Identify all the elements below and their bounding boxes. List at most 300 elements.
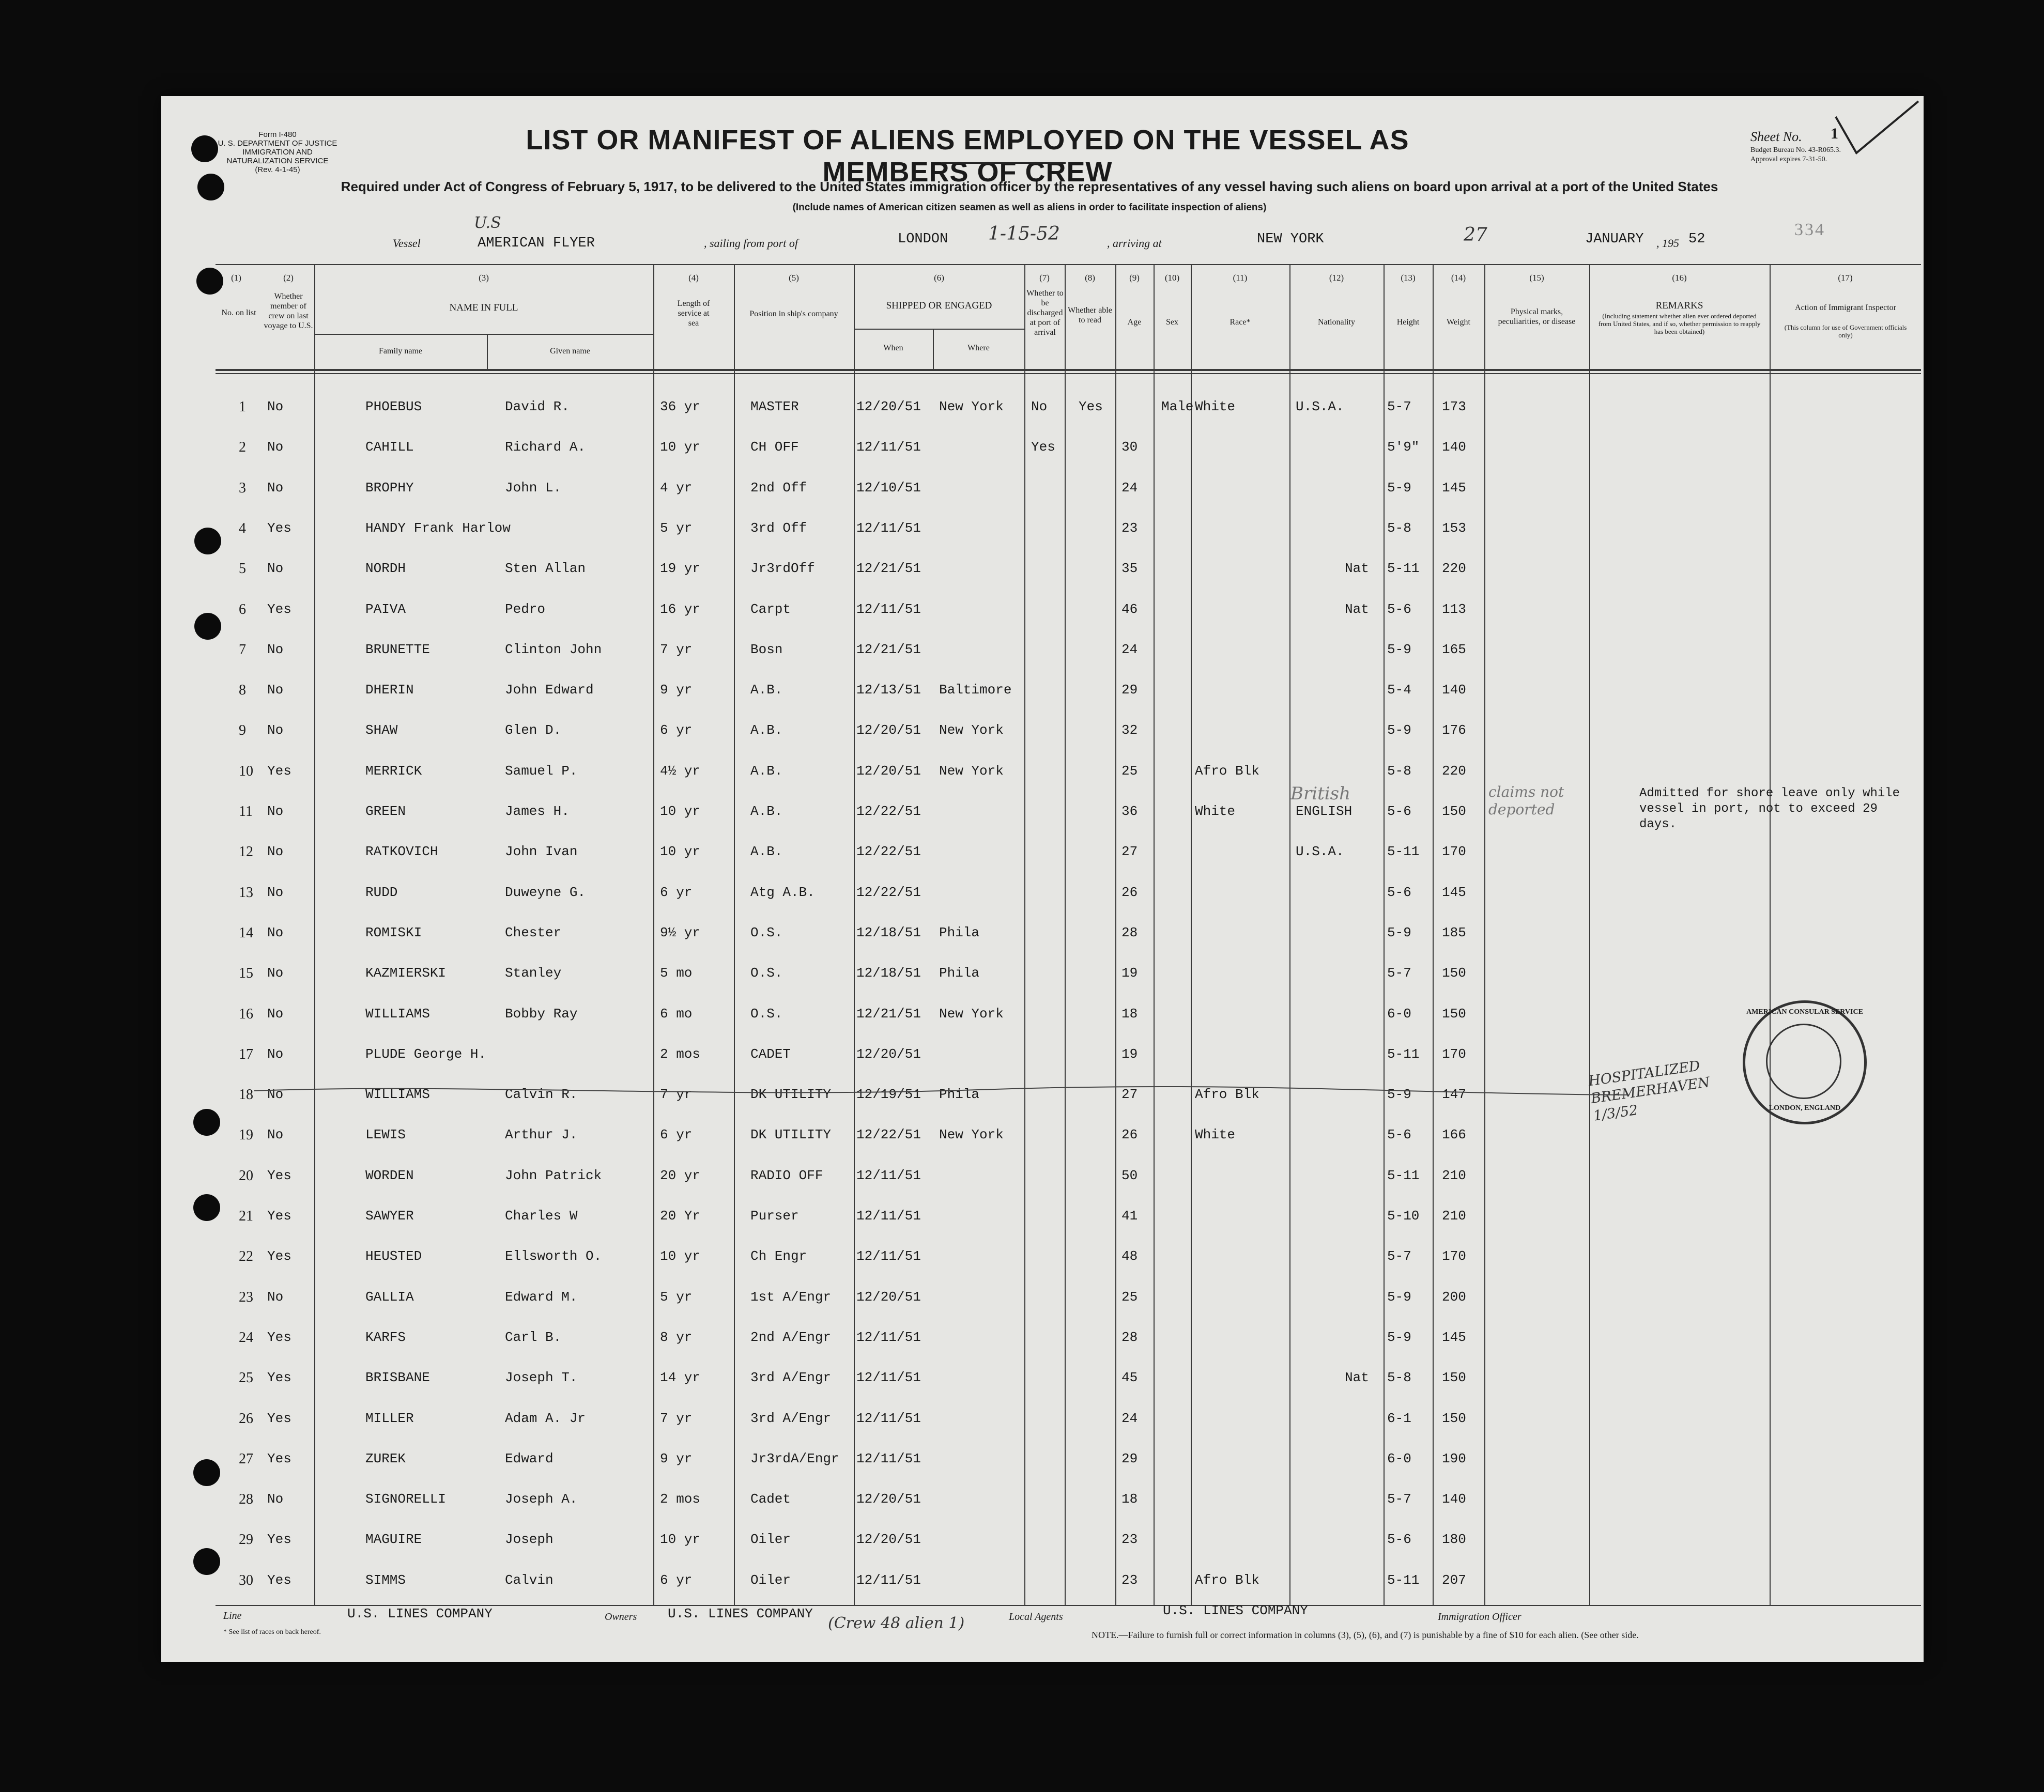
col-num-14: (14) — [1451, 273, 1466, 283]
height-cell: 5-11 — [1387, 844, 1420, 860]
row-number: 1 — [239, 399, 246, 415]
age-cell: 30 — [1121, 439, 1138, 455]
age-cell: 18 — [1121, 1491, 1138, 1507]
height-cell: 5-9 — [1387, 1087, 1411, 1103]
weight-cell: 170 — [1442, 1046, 1466, 1062]
height-cell: 5-8 — [1387, 763, 1411, 779]
race-cell: White — [1195, 1127, 1236, 1143]
age-cell: 36 — [1121, 804, 1138, 819]
shipped-where-cell: Phila — [939, 924, 980, 940]
height-cell: 6-1 — [1387, 1410, 1411, 1426]
col-header-name-in-full: NAME IN FULL — [449, 302, 518, 313]
last-voyage-cell: No — [267, 722, 284, 738]
last-voyage-cell: Yes — [267, 601, 291, 617]
col-header-age: Age — [1127, 318, 1142, 327]
last-voyage-cell: No — [267, 480, 284, 496]
given-name-cell: Samuel P. — [505, 763, 578, 779]
race-cell: Afro Blk — [1195, 1087, 1259, 1103]
shipped-when-cell: 12/18/51 — [856, 965, 921, 981]
given-name-cell: Sten Allan — [505, 561, 586, 577]
row-number: 15 — [239, 965, 253, 982]
table-row — [161, 965, 1924, 1006]
shipped-when-cell: 12/20/51 — [856, 1491, 921, 1507]
shipped-when-cell: 12/11/51 — [856, 1572, 921, 1588]
given-name-cell: Bobby Ray — [505, 1006, 578, 1022]
last-voyage-cell: No — [267, 1491, 284, 1507]
age-cell: 23 — [1121, 1532, 1138, 1548]
service-length-cell: 7 yr — [660, 1410, 693, 1426]
age-cell: 25 — [1121, 763, 1138, 779]
col-header-position: Position in ship's company — [749, 310, 838, 318]
family-name-cell: PAIVA — [365, 601, 406, 617]
shipped-when-cell: 12/11/51 — [856, 439, 921, 455]
height-cell: 5-6 — [1387, 1532, 1411, 1548]
service-length-cell: 5 yr — [660, 1289, 693, 1305]
given-name-cell: Stanley — [505, 965, 562, 981]
row-number: 9 — [239, 722, 246, 739]
manifest-sheet — [161, 96, 1924, 1662]
last-voyage-cell: No — [267, 924, 284, 940]
shipped-where-cell: Phila — [939, 965, 980, 981]
position-cell: Oiler — [750, 1572, 791, 1588]
height-cell: 5-7 — [1387, 399, 1411, 414]
age-cell: 26 — [1121, 884, 1138, 900]
col-header-discharged: Whether to be discharged at port of arrival — [1026, 289, 1064, 337]
arrival-day: 27 — [1464, 224, 1487, 245]
family-name-cell: PLUDE George H. — [365, 1046, 487, 1062]
last-voyage-cell: No — [267, 804, 284, 819]
age-cell: 45 — [1121, 1370, 1138, 1386]
position-cell: A.B. — [750, 682, 783, 698]
age-cell: 29 — [1121, 682, 1138, 698]
shipped-when-cell: 12/11/51 — [856, 520, 921, 536]
race-cell: White — [1195, 804, 1236, 819]
col-num-4: (4) — [688, 273, 699, 283]
family-name-cell: WILLIAMS — [365, 1006, 430, 1022]
shipped-when-cell: 12/11/51 — [856, 1450, 921, 1466]
given-name-cell: Ellsworth O. — [505, 1248, 602, 1264]
table-row — [161, 1370, 1924, 1410]
weight-cell: 210 — [1442, 1208, 1466, 1224]
service-length-cell: 6 yr — [660, 722, 693, 738]
given-name-cell: Calvin — [505, 1572, 554, 1588]
penalty-note: NOTE.—Failure to furnish full or correct information in columns (3), (5), (6), and (7) is punishable by a fine of $10 for each alien. (See other side. — [1092, 1630, 1639, 1640]
family-name-cell: BROPHY — [365, 480, 414, 496]
age-cell: 35 — [1121, 561, 1138, 577]
service-length-cell: 16 yr — [660, 601, 701, 617]
age-cell: 27 — [1121, 1087, 1138, 1103]
table-header-rule-2 — [216, 373, 1921, 374]
position-cell: O.S. — [750, 924, 783, 940]
row-number: 11 — [239, 804, 253, 820]
table-row — [161, 682, 1924, 722]
position-cell: Oiler — [750, 1532, 791, 1548]
shipped-when-cell: 12/22/51 — [856, 844, 921, 860]
shipped-when-cell: 12/22/51 — [856, 1127, 921, 1143]
seal-bottom-text: LONDON, ENGLAND — [1769, 1104, 1841, 1112]
last-voyage-cell: Yes — [267, 1572, 291, 1588]
row-number: 18 — [239, 1087, 253, 1103]
age-cell: 24 — [1121, 641, 1138, 657]
arrival-month: JANUARY — [1585, 231, 1644, 247]
sailing-label: , sailing from port of — [704, 237, 798, 250]
table-row — [161, 399, 1924, 439]
weight-cell: 173 — [1442, 399, 1466, 414]
position-cell: Bosn — [750, 641, 783, 657]
position-cell: Jr3rdOff — [750, 561, 815, 577]
height-cell: 5-9 — [1387, 924, 1411, 940]
shipped-where-cell: Phila — [939, 1087, 980, 1103]
service-length-cell: 19 yr — [660, 561, 701, 577]
footer-owners-label: Owners — [605, 1611, 637, 1623]
family-name-cell: NORDH — [365, 561, 406, 577]
last-voyage-cell: No — [267, 1087, 284, 1103]
height-cell: 5-9 — [1387, 1289, 1411, 1305]
nationality-cell: Nat — [1345, 561, 1369, 577]
given-name-cell: Calvin R. — [505, 1087, 578, 1103]
budget-bureau: Budget Bureau No. 43-R065.3. — [1750, 146, 1841, 154]
last-voyage-cell: Yes — [267, 1370, 291, 1386]
service-length-cell: 20 Yr — [660, 1208, 701, 1224]
col-header-weight: Weight — [1447, 318, 1470, 327]
nationality-cell: Nat — [1345, 1370, 1369, 1386]
shipped-when-cell: 12/11/51 — [856, 1248, 921, 1264]
family-name-cell: RATKOVICH — [365, 844, 438, 860]
height-cell: 5'9" — [1387, 439, 1420, 455]
year-suffix: 52 — [1688, 231, 1705, 247]
col-header-remarks-sub: (Including statement whether alien ever ordered deported from United States, and if so, whether permission to reapply has been obtained) — [1598, 312, 1761, 335]
last-voyage-cell: Yes — [267, 1329, 291, 1345]
col-header-given-name: Given name — [550, 347, 590, 356]
weight-cell: 145 — [1442, 1329, 1466, 1345]
family-name-cell: SHAW — [365, 722, 398, 738]
last-voyage-cell: No — [267, 844, 284, 860]
stamp-number: 334 — [1794, 220, 1825, 239]
position-cell: 3rd A/Engr — [750, 1370, 832, 1386]
punch-hole — [197, 174, 224, 200]
last-voyage-cell: No — [267, 682, 284, 698]
last-voyage-cell: Yes — [267, 1208, 291, 1224]
last-voyage-cell: No — [267, 399, 284, 414]
last-voyage-cell: No — [267, 884, 284, 900]
seal-top-text: AMERICAN CONSULAR SERVICE — [1746, 1008, 1863, 1016]
footer-line-value: U.S. LINES COMPANY — [347, 1606, 493, 1621]
row-number: 13 — [239, 884, 253, 901]
service-length-cell: 2 mos — [660, 1491, 701, 1507]
col-header-family-name: Family name — [379, 347, 422, 356]
family-name-cell: SAWYER — [365, 1208, 414, 1224]
row-number: 12 — [239, 844, 253, 860]
discharged-cell: Yes — [1031, 439, 1055, 455]
row-number: 5 — [239, 561, 246, 577]
age-cell: 48 — [1121, 1248, 1138, 1264]
col-num-9: (9) — [1129, 273, 1140, 283]
service-length-cell: 10 yr — [660, 1248, 701, 1264]
age-cell: 29 — [1121, 1450, 1138, 1466]
last-voyage-cell: Yes — [267, 1532, 291, 1548]
given-name-cell: James H. — [505, 804, 570, 819]
position-cell: 2nd A/Engr — [750, 1329, 832, 1345]
shipped-when-cell: 12/20/51 — [856, 1289, 921, 1305]
shipped-when-cell: 12/13/51 — [856, 682, 921, 698]
position-cell: A.B. — [750, 722, 783, 738]
row-number: 10 — [239, 763, 253, 779]
last-voyage-cell: Yes — [267, 1450, 291, 1466]
row-number: 8 — [239, 682, 246, 699]
table-row — [161, 1006, 1924, 1046]
shipped-when-cell: 12/20/51 — [856, 1532, 921, 1548]
age-cell: 23 — [1121, 1572, 1138, 1588]
weight-cell: 145 — [1442, 480, 1466, 496]
shipped-when-cell: 12/11/51 — [856, 1167, 921, 1183]
departure-port: LONDON — [898, 231, 948, 247]
row-number: 29 — [239, 1532, 253, 1548]
height-cell: 6-0 — [1387, 1006, 1411, 1022]
page-title: LIST OR MANIFEST OF ALIENS EMPLOYED ON THE VESSEL AS MEMBERS OF CREW — [526, 125, 1409, 188]
british-annotation: British — [1290, 783, 1350, 804]
col-num-15: (15) — [1529, 273, 1544, 283]
vessel-name: AMERICAN FLYER — [478, 236, 595, 251]
table-row — [161, 925, 1924, 965]
nationality-cell: U.S.A. — [1296, 399, 1344, 414]
col-num-11: (11) — [1233, 273, 1248, 283]
family-name-cell: ROMISKI — [365, 924, 422, 940]
weight-cell: 153 — [1442, 520, 1466, 536]
height-cell: 5-11 — [1387, 1046, 1420, 1062]
given-name-cell: Edward M. — [505, 1289, 578, 1305]
service-length-cell: 4 yr — [660, 480, 693, 496]
last-voyage-cell: No — [267, 439, 284, 455]
given-name-cell: Joseph — [505, 1532, 554, 1548]
col-num-17: (17) — [1838, 273, 1853, 283]
col-header-last-voyage: Whether member of crew on last voyage to U.S. — [264, 292, 313, 330]
family-name-cell: BRISBANE — [365, 1370, 430, 1386]
weight-cell: 147 — [1442, 1087, 1466, 1103]
shipped-when-cell: 12/22/51 — [856, 884, 921, 900]
shipped-when-cell: 12/20/51 — [856, 399, 921, 414]
shipped-when-cell: 12/11/51 — [856, 1208, 921, 1224]
last-voyage-cell: No — [267, 1006, 284, 1022]
last-voyage-cell: No — [267, 641, 284, 657]
shipped-when-cell: 12/10/51 — [856, 480, 921, 496]
position-cell: Atg A.B. — [750, 884, 815, 900]
position-cell: O.S. — [750, 1006, 783, 1022]
col-header-height: Height — [1396, 318, 1420, 327]
position-cell: 1st A/Engr — [750, 1289, 832, 1305]
service-length-cell: 9 yr — [660, 682, 693, 698]
col-header-race: Race* — [1230, 318, 1251, 327]
table-row — [161, 1208, 1924, 1248]
weight-cell: 210 — [1442, 1167, 1466, 1183]
weight-cell: 200 — [1442, 1289, 1466, 1305]
last-voyage-cell: Yes — [267, 1248, 291, 1264]
shipped-when-cell: 12/19/51 — [856, 1087, 921, 1103]
weight-cell: 150 — [1442, 1410, 1466, 1426]
table-row — [161, 1451, 1924, 1491]
able-to-read-cell: Yes — [1079, 399, 1103, 414]
departure-date-handwritten: 1-15-52 — [988, 223, 1060, 244]
row-number: 24 — [239, 1329, 253, 1346]
weight-cell: 150 — [1442, 965, 1466, 981]
shipped-where-cell: New York — [939, 399, 1004, 414]
age-cell: 28 — [1121, 924, 1138, 940]
position-cell: 2nd Off — [750, 480, 807, 496]
age-cell: 25 — [1121, 1289, 1138, 1305]
footer-owners-value: U.S. LINES COMPANY — [668, 1606, 813, 1621]
given-name-cell: Joseph A. — [505, 1491, 578, 1507]
form-number: Form I-480 — [258, 130, 297, 139]
table-row — [161, 1168, 1924, 1208]
footer-agents-label: Local Agents — [1009, 1611, 1063, 1623]
row-number: 23 — [239, 1289, 253, 1305]
nationality-cell: Nat — [1345, 601, 1369, 617]
row-number: 21 — [239, 1208, 253, 1224]
table-row — [161, 561, 1924, 601]
age-cell: 23 — [1121, 520, 1138, 536]
table-row — [161, 844, 1924, 884]
given-name-cell: Chester — [505, 924, 562, 940]
position-cell: DK UTILITY — [750, 1087, 832, 1103]
row-number: 7 — [239, 641, 246, 658]
discharged-cell: No — [1031, 399, 1048, 414]
given-name-cell: Edward — [505, 1450, 554, 1466]
family-name-cell: MAGUIRE — [365, 1532, 422, 1548]
family-name-cell: WORDEN — [365, 1167, 414, 1183]
weight-cell: 113 — [1442, 601, 1466, 617]
service-length-cell: 2 mos — [660, 1046, 701, 1062]
table-row — [161, 722, 1924, 763]
row-number: 25 — [239, 1370, 253, 1386]
col-header-action-sub: (This column for use of Government officials only) — [1784, 323, 1907, 339]
year-prefix: , 195 — [1656, 237, 1679, 250]
shipped-subheader-rule — [854, 329, 1024, 330]
table-row — [161, 1411, 1924, 1451]
table-row — [161, 1330, 1924, 1370]
position-cell: A.B. — [750, 844, 783, 860]
family-name-cell: DHERIN — [365, 682, 414, 698]
given-name-cell: John Patrick — [505, 1167, 602, 1183]
weight-cell: 140 — [1442, 1491, 1466, 1507]
given-name-cell: Richard A. — [505, 439, 586, 455]
height-cell: 5-9 — [1387, 641, 1411, 657]
age-cell: 41 — [1121, 1208, 1138, 1224]
col-num-13: (13) — [1401, 273, 1416, 283]
family-name-cell: LEWIS — [365, 1127, 406, 1143]
given-name-cell: David R. — [505, 399, 570, 414]
weight-cell: 145 — [1442, 884, 1466, 900]
service-length-cell: 36 yr — [660, 399, 701, 414]
weight-cell: 165 — [1442, 641, 1466, 657]
service-length-cell: 10 yr — [660, 439, 701, 455]
table-row — [161, 1289, 1924, 1330]
position-cell: Jr3rdA/Engr — [750, 1450, 839, 1466]
position-cell: O.S. — [750, 965, 783, 981]
family-name-cell: SIMMS — [365, 1572, 406, 1588]
service-length-cell: 9 yr — [660, 1450, 693, 1466]
claims-annotation: claims not deported — [1488, 783, 1564, 818]
given-name-cell: Charles W — [505, 1208, 578, 1224]
last-voyage-cell: No — [267, 561, 284, 577]
col-header-action-inspector: Action of Immigrant Inspector — [1795, 303, 1896, 312]
given-name-cell: Pedro — [505, 601, 546, 617]
service-length-cell: 6 yr — [660, 884, 693, 900]
family-name-cell: MERRICK — [365, 763, 422, 779]
age-cell: 26 — [1121, 1127, 1138, 1143]
service-length-cell: 5 yr — [660, 520, 693, 536]
col-header-length-service: Length of service at sea — [677, 299, 710, 328]
height-cell: 5-7 — [1387, 1491, 1411, 1507]
age-cell: 32 — [1121, 722, 1138, 738]
given-name-cell: Carl B. — [505, 1329, 562, 1345]
crew-count-note: (Crew 48 alien 1) — [828, 1614, 965, 1632]
service-length-cell: 14 yr — [660, 1370, 701, 1386]
given-name-cell: Arthur J. — [505, 1127, 578, 1143]
weight-cell: 150 — [1442, 804, 1466, 819]
weight-cell: 150 — [1442, 1006, 1466, 1022]
title-underline — [942, 162, 1066, 164]
approval-expiry: Approval expires 7-31-50. — [1750, 156, 1827, 163]
weight-cell: 170 — [1442, 1248, 1466, 1264]
age-cell: 24 — [1121, 480, 1138, 496]
weight-cell: 140 — [1442, 439, 1466, 455]
vessel-label: Vessel — [393, 237, 421, 250]
row-number: 4 — [239, 520, 246, 536]
last-voyage-cell: No — [267, 1127, 284, 1143]
shipped-when-cell: 12/11/51 — [856, 1329, 921, 1345]
height-cell: 5-8 — [1387, 520, 1411, 536]
given-name-cell: Duweyne G. — [505, 884, 586, 900]
service-length-cell: 20 yr — [660, 1167, 701, 1183]
table-row — [161, 1532, 1924, 1572]
row-number: 27 — [239, 1450, 253, 1467]
service-length-cell: 6 yr — [660, 1572, 693, 1588]
table-row — [161, 885, 1924, 925]
col-header-able-to-read: Whether able to read — [1068, 306, 1112, 325]
col-num-2: (2) — [283, 273, 294, 283]
service-length-cell: 6 yr — [660, 1127, 693, 1143]
department: U. S. DEPARTMENT OF JUSTICE — [218, 139, 337, 148]
position-cell: A.B. — [750, 763, 783, 779]
position-cell: CH OFF — [750, 439, 799, 455]
family-name-cell: GALLIA — [365, 1289, 414, 1305]
last-voyage-cell: Yes — [267, 520, 291, 536]
service-length-cell: 6 mo — [660, 1006, 693, 1022]
seal-eagle-emblem — [1766, 1024, 1841, 1099]
row-number: 28 — [239, 1491, 253, 1508]
table-row — [161, 601, 1924, 642]
act-statement: Required under Act of Congress of February 5, 1917, to be delivered to the United States immigration officer by the representatives of any vessel having such aliens on board upon arrival at a port of the United States — [341, 179, 1718, 194]
last-voyage-cell: No — [267, 965, 284, 981]
given-name-cell: Joseph T. — [505, 1370, 578, 1386]
weight-cell: 185 — [1442, 924, 1466, 940]
height-cell: 5-11 — [1387, 561, 1420, 577]
family-name-cell: CAHILL — [365, 439, 414, 455]
last-voyage-cell: No — [267, 1046, 284, 1062]
row-number: 2 — [239, 439, 246, 456]
weight-cell: 220 — [1442, 763, 1466, 779]
vessel-handwritten-prefix: U.S — [474, 214, 501, 232]
row-number: 17 — [239, 1046, 253, 1062]
col-header-sex: Sex — [1166, 318, 1178, 327]
table-row — [161, 1491, 1924, 1532]
position-cell: MASTER — [750, 399, 799, 414]
row-number: 3 — [239, 480, 246, 496]
shipped-when-cell: 12/20/51 — [856, 763, 921, 779]
service-length-cell: 8 yr — [660, 1329, 693, 1345]
weight-cell: 166 — [1442, 1127, 1466, 1143]
height-cell: 5-9 — [1387, 480, 1411, 496]
consular-seal — [1743, 1000, 1867, 1124]
